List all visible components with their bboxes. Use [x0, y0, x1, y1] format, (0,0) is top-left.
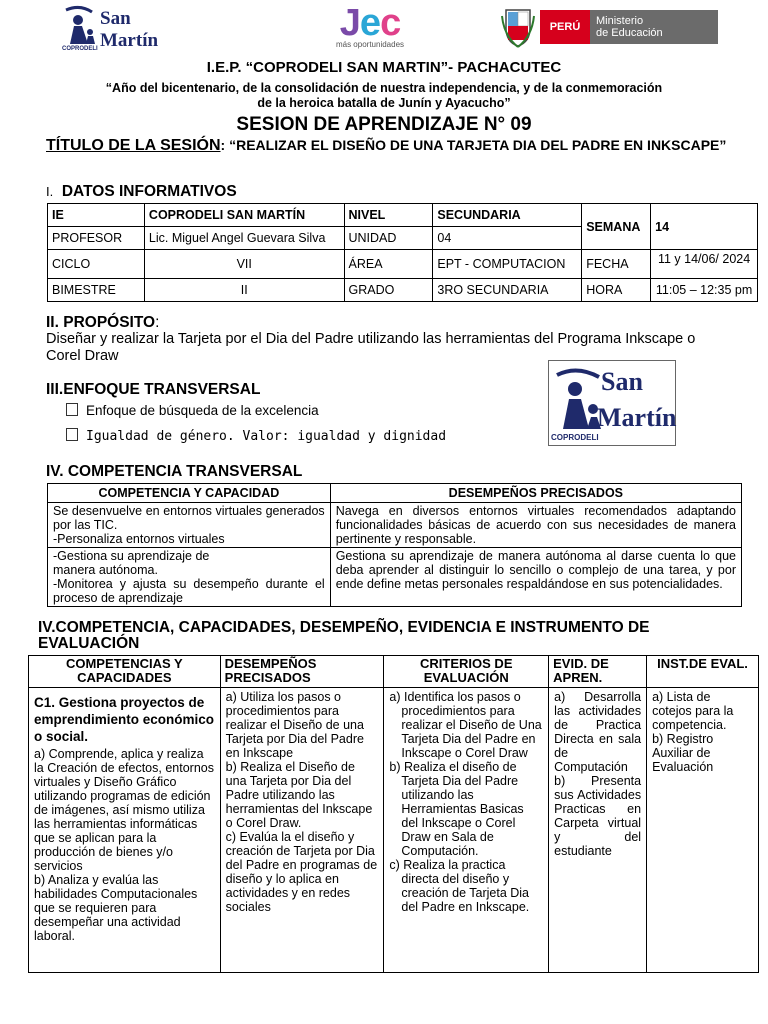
- list-item: b) Presenta sus Actividades Practicas en Carpeta virtual y del estudiante: [554, 774, 642, 858]
- section-datos-title: DATOS INFORMATIVOS: [61, 183, 237, 200]
- column-header: COMPETENCIAS Y CAPACIDADES: [29, 656, 221, 688]
- capacidad-line: Se desenvuelve en entornos virtuales generados por las TIC.: [53, 504, 325, 532]
- column-header: CRITERIOS DE EVALUACIÓN: [384, 656, 549, 688]
- competencia-title: C1. Gestiona proyectos de emprendimiento económico o social.: [34, 695, 215, 744]
- table-cell: 3RO SECUNDARIA: [433, 279, 582, 302]
- jec-letter-j: J: [339, 2, 360, 44]
- table-cell: [48, 548, 331, 607]
- table-cell: EPT - COMPUTACION: [433, 250, 582, 279]
- ministry-label: [590, 10, 718, 44]
- peru-shield-icon: [500, 6, 536, 48]
- column-header: DESEMPEÑOS PRECISADOS: [220, 656, 384, 688]
- table-row: [48, 204, 758, 227]
- motto-line2: de la heroica batalla de Junín y Ayacucho”: [257, 96, 511, 110]
- jec-tagline: más oportunidades: [335, 40, 405, 49]
- list-item: b) Realiza el Diseño de una Tarjeta por Dia del Padre utilizando las herramientas del Inkscape o Corel Draw.: [225, 760, 373, 830]
- list-item: a) Lista de cotejos para la competencia.: [652, 690, 734, 732]
- proposito-colon: :: [155, 314, 160, 331]
- list-item: b) Analiza y evalúa las habilidades Computacionales que se requieren para desempeñar una actividad laboral.: [34, 873, 198, 943]
- table-row: [29, 688, 759, 973]
- motto-line1: “Año del bicentenario, de la consolidación de nuestra independencia, y de la conmemoración: [105, 81, 663, 95]
- table-cell: Gestiona su aprendizaje de manera autónoma al darse cuenta lo que deba aprender al distinguir lo sencillo o complejo de una tarea, y por ende define metas personales respaldándose en sus potencialidades.: [330, 548, 741, 607]
- school-logo: [60, 2, 159, 54]
- jec-letter-c: c: [380, 2, 401, 44]
- logo-subtitle: COPRODELI: [551, 433, 599, 442]
- table-cell: BIMESTRE: [48, 279, 145, 302]
- competencias-table: [28, 655, 759, 973]
- section-enfoque-heading: III.ENFOQUE TRANSVERSAL: [46, 381, 261, 398]
- list-item: c) Realiza la practica directa del diseño y creación de Tarjeta Dia del Padre en Inkscape.: [389, 858, 530, 914]
- list-item: a) Utiliza los pasos o procedimientos para realizar el Diseño de una Tarjeta por Dia del Padre en Inkscape: [225, 690, 364, 760]
- logo-name-line2: Martín: [597, 403, 677, 432]
- section-competencias-heading: IV.COMPETENCIA, CAPACIDADES, DESEMPEÑO, EVIDENCIA E INSTRUMENTO DE EVALUACIÓN: [38, 619, 650, 652]
- enfoque-item: Igualdad de género. Valor: igualdad y dignidad: [86, 429, 447, 444]
- table-cell: UNIDAD: [344, 227, 433, 250]
- table-cell: ÁREA: [344, 250, 433, 279]
- school-name: I.E.P. “COPRODELI SAN MARTIN”- PACHACUTEC: [206, 59, 562, 76]
- table-cell: [384, 688, 549, 973]
- logo-subtitle: COPRODELI: [62, 46, 98, 52]
- jec-letter-e: e: [359, 2, 381, 44]
- section-transversal-heading: IV. COMPETENCIA TRANSVERSAL: [46, 463, 303, 480]
- table-cell: NIVEL: [344, 204, 433, 227]
- session-topic-text: “REALIZAR EL DISEÑO DE UNA TARJETA DIA DEL PADRE EN INKSCAPE”: [225, 137, 727, 153]
- proposito-text: Diseñar y realizar la Tarjeta por el Dia del Padre utilizando las herramientas del Programa Inkscape o Corel Draw: [46, 331, 696, 364]
- table-row: [48, 548, 742, 607]
- list-item: b) Realiza el diseño de Tarjeta Dia del Padre utilizando las Herramientas Basicas del Inkscape o Corel Draw en Sala de Computación.: [389, 760, 524, 858]
- table-row: [48, 503, 742, 548]
- column-header: INST.DE EVAL.: [647, 656, 759, 688]
- table-row: [48, 279, 758, 302]
- table-cell: 11:05 – 12:35 pm: [651, 279, 758, 302]
- list-item: b) Registro Auxiliar de Evaluación: [652, 732, 714, 774]
- transversal-table: [47, 483, 742, 607]
- section-proposito-heading: [46, 314, 159, 332]
- datos-table: [47, 203, 758, 302]
- logo-name-line1: San: [601, 367, 643, 396]
- logo-name-line1: San: [100, 8, 131, 29]
- list-item: a) Identifica los pasos o procedimientos para realizar el Diseño de Una Tarjeta Dia del Padre en Inkscape o Corel Draw: [389, 690, 542, 760]
- table-cell: PROFESOR: [48, 227, 145, 250]
- capacidad-line: -Gestiona su aprendizaje de manera autónoma.: [53, 549, 210, 577]
- column-header: DESEMPEÑOS PRECISADOS: [330, 484, 741, 503]
- section-datos-heading: [46, 183, 237, 201]
- session-topic-label: TÍTULO DE LA SESIÓN: [46, 137, 221, 154]
- table-cell: [220, 688, 384, 973]
- table-cell: [549, 688, 647, 973]
- table-cell: [29, 688, 221, 973]
- column-header: EVID. DE APREN.: [549, 656, 647, 688]
- session-title: SESION DE APRENDIZAJE N° 09: [236, 114, 532, 135]
- school-logo-large: [548, 360, 676, 446]
- ministry-logo: [500, 6, 720, 48]
- table-header-row: [29, 656, 759, 688]
- ministry-line1: Ministerio: [596, 15, 644, 27]
- section-datos-number: I.: [46, 184, 54, 199]
- list-item: [66, 403, 446, 428]
- proposito-title: II. PROPÓSITO: [46, 314, 156, 331]
- table-header-row: [48, 484, 742, 503]
- column-header: COMPETENCIA Y CAPACIDAD: [48, 484, 331, 503]
- table-cell: II: [144, 279, 344, 302]
- table-cell: GRADO: [344, 279, 433, 302]
- capacidad-line: -Personaliza entornos virtuales: [53, 532, 225, 546]
- school-emblem-icon: [60, 4, 100, 48]
- jec-logo: [330, 4, 410, 54]
- checkbox-glyph-icon: [66, 428, 78, 441]
- table-cell: VII: [144, 250, 344, 279]
- table-cell: [48, 503, 331, 548]
- logo-name-line2: Martín: [100, 30, 159, 51]
- checkbox-glyph-icon: [66, 403, 78, 416]
- enfoque-item: Enfoque de búsqueda de la excelencia: [86, 403, 319, 418]
- session-topic-colon: :: [220, 137, 226, 153]
- table-cell: FECHA: [582, 250, 651, 279]
- table-cell: COPRODELI SAN MARTÍN: [144, 204, 344, 227]
- list-item: c) Evalúa la el diseño y creación de Tarjeta por Dia del Padre en programas de diseño y lo aplica en actividades y en redes sociales: [225, 830, 378, 914]
- table-cell: Navega en diversos entornos virtuales recomendados adaptando funcionalidades básicas de acuerdo con sus necesidades de manera pertinente y responsable.: [330, 503, 741, 548]
- semana-label: SEMANA: [582, 204, 651, 250]
- year-motto: [0, 81, 768, 111]
- ministry-line2: de Educación: [596, 27, 663, 39]
- session-topic: [46, 137, 736, 154]
- list-item: [66, 428, 446, 453]
- table-cell: SECUNDARIA: [433, 204, 582, 227]
- list-item: a) Comprende, aplica y realiza la Creación de efectos, entornos virtuales y Diseño Gráfico utilizando programas de edición de imágenes, así mismo utiliza las herramientas informáticas que se aplican para la producción de bienes y/o servicios: [34, 747, 214, 873]
- table-row: [48, 250, 758, 279]
- list-item: a) Desarrolla las actividades de Practica Directa en sala de Computación: [554, 690, 642, 774]
- semana-value: 14: [651, 204, 758, 250]
- table-cell: 11 y 14/06/ 2024: [651, 250, 758, 279]
- table-cell: [647, 688, 759, 973]
- table-cell: Lic. Miguel Angel Guevara Silva: [144, 227, 344, 250]
- table-cell: HORA: [582, 279, 651, 302]
- table-cell: CICLO: [48, 250, 145, 279]
- table-cell: 04: [433, 227, 582, 250]
- enfoque-list: [66, 403, 446, 453]
- capacidad-line: -Monitorea y ajusta su desempeño durante el proceso de aprendizaje: [53, 577, 325, 605]
- table-cell: IE: [48, 204, 145, 227]
- peru-label: PERÚ: [540, 10, 590, 44]
